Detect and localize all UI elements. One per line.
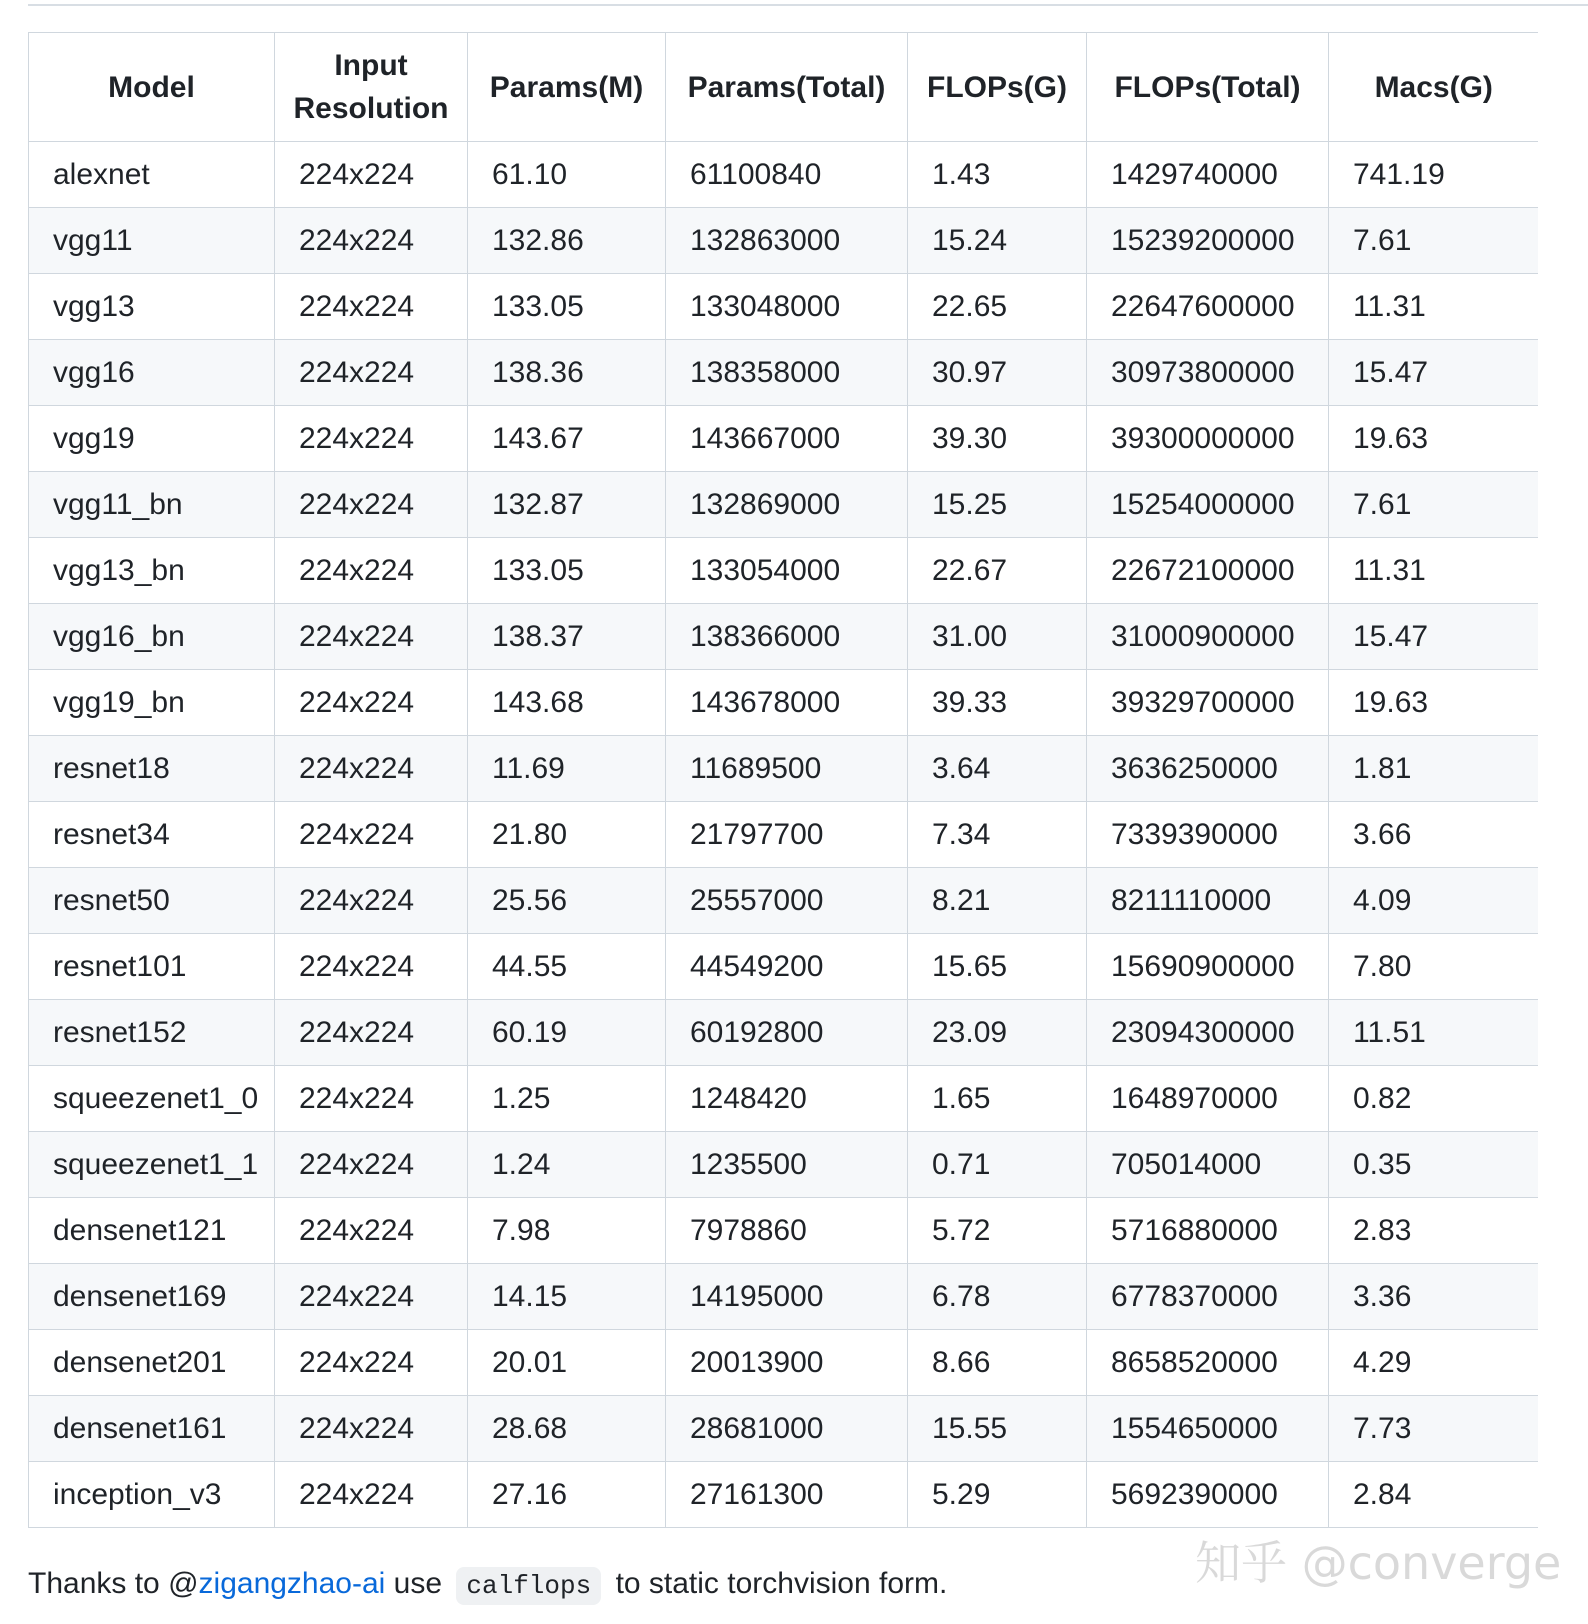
cell-flops-total: 15690900000 [1087, 934, 1329, 1000]
cell-flops-g: 15.25 [908, 472, 1087, 538]
cell-input-resolution: 224x224 [275, 538, 468, 604]
cell-flops-total: 8658520000 [1087, 1330, 1329, 1396]
cell-params-total: 132869000 [666, 472, 908, 538]
table-row [29, 142, 1539, 208]
cell-input-resolution: 224x224 [275, 1396, 468, 1462]
cell-model: vgg11_bn [29, 472, 275, 538]
cell-params-total: 138358000 [666, 340, 908, 406]
cell-flops-g: 15.24 [908, 208, 1087, 274]
cell-params-total: 7978860 [666, 1198, 908, 1264]
cell-params-total: 25557000 [666, 868, 908, 934]
user-link[interactable]: zigangzhao-ai [198, 1567, 386, 1600]
cell-input-resolution: 224x224 [275, 1198, 468, 1264]
cell-flops-total: 8211110000 [1087, 868, 1329, 934]
cell-macs-g: 11.31 [1329, 538, 1539, 604]
cell-input-resolution: 224x224 [275, 934, 468, 1000]
cell-flops-g: 5.29 [908, 1462, 1087, 1528]
table-body [29, 142, 1539, 1528]
header-flops-total: FLOPs(Total) [1087, 33, 1329, 142]
cell-params-m: 61.10 [468, 142, 666, 208]
cell-flops-g: 39.30 [908, 406, 1087, 472]
footer-middle: use [385, 1567, 443, 1600]
cell-params-total: 20013900 [666, 1330, 908, 1396]
table-row [29, 1198, 1539, 1264]
cell-flops-g: 3.64 [908, 736, 1087, 802]
cell-flops-g: 5.72 [908, 1198, 1087, 1264]
cell-flops-total: 15254000000 [1087, 472, 1329, 538]
cell-flops-total: 22672100000 [1087, 538, 1329, 604]
cell-flops-g: 22.65 [908, 274, 1087, 340]
cell-flops-g: 8.66 [908, 1330, 1087, 1396]
cell-flops-total: 6778370000 [1087, 1264, 1329, 1330]
cell-params-m: 138.36 [468, 340, 666, 406]
cell-flops-total: 15239200000 [1087, 208, 1329, 274]
cell-params-total: 14195000 [666, 1264, 908, 1330]
cell-flops-g: 31.00 [908, 604, 1087, 670]
table-row [29, 340, 1539, 406]
table-row [29, 670, 1539, 736]
table-row [29, 868, 1539, 934]
cell-params-m: 133.05 [468, 538, 666, 604]
cell-params-m: 1.25 [468, 1066, 666, 1132]
cell-model: densenet161 [29, 1396, 275, 1462]
table-row [29, 1330, 1539, 1396]
top-divider [28, 4, 1588, 6]
cell-model: densenet121 [29, 1198, 275, 1264]
table-row [29, 1396, 1539, 1462]
cell-flops-total: 1429740000 [1087, 142, 1329, 208]
cell-input-resolution: 224x224 [275, 1132, 468, 1198]
cell-params-total: 44549200 [666, 934, 908, 1000]
cell-params-total: 1235500 [666, 1132, 908, 1198]
cell-model: resnet34 [29, 802, 275, 868]
cell-input-resolution: 224x224 [275, 1462, 468, 1528]
cell-model: vgg16_bn [29, 604, 275, 670]
footer-prefix: Thanks to @ [28, 1567, 199, 1600]
cell-params-m: 44.55 [468, 934, 666, 1000]
header-model: Model [29, 33, 275, 142]
cell-params-total: 61100840 [666, 142, 908, 208]
table-row [29, 538, 1539, 604]
cell-params-m: 143.68 [468, 670, 666, 736]
cell-params-m: 60.19 [468, 1000, 666, 1066]
cell-macs-g: 7.61 [1329, 208, 1539, 274]
cell-model: vgg11 [29, 208, 275, 274]
cell-input-resolution: 224x224 [275, 274, 468, 340]
cell-flops-total: 5716880000 [1087, 1198, 1329, 1264]
cell-input-resolution: 224x224 [275, 802, 468, 868]
cell-flops-total: 1554650000 [1087, 1396, 1329, 1462]
table-row [29, 208, 1539, 274]
cell-params-m: 14.15 [468, 1264, 666, 1330]
table-row [29, 274, 1539, 340]
cell-model: inception_v3 [29, 1462, 275, 1528]
cell-macs-g: 7.80 [1329, 934, 1539, 1000]
cell-macs-g: 0.35 [1329, 1132, 1539, 1198]
cell-macs-g: 11.51 [1329, 1000, 1539, 1066]
cell-flops-g: 6.78 [908, 1264, 1087, 1330]
cell-flops-total: 22647600000 [1087, 274, 1329, 340]
cell-params-total: 143667000 [666, 406, 908, 472]
cell-model: vgg19_bn [29, 670, 275, 736]
table-row [29, 934, 1539, 1000]
table-row [29, 1264, 1539, 1330]
cell-macs-g: 0.82 [1329, 1066, 1539, 1132]
cell-input-resolution: 224x224 [275, 736, 468, 802]
cell-macs-g: 19.63 [1329, 670, 1539, 736]
table-row [29, 736, 1539, 802]
cell-flops-total: 23094300000 [1087, 1000, 1329, 1066]
footer-note [28, 1567, 947, 1601]
cell-flops-total: 3636250000 [1087, 736, 1329, 802]
cell-params-m: 7.98 [468, 1198, 666, 1264]
header-params-m: Params(M) [468, 33, 666, 142]
cell-params-total: 28681000 [666, 1396, 908, 1462]
cell-flops-total: 5692390000 [1087, 1462, 1329, 1528]
cell-params-total: 132863000 [666, 208, 908, 274]
cell-macs-g: 1.81 [1329, 736, 1539, 802]
cell-params-m: 28.68 [468, 1396, 666, 1462]
cell-flops-g: 8.21 [908, 868, 1087, 934]
cell-macs-g: 15.47 [1329, 340, 1539, 406]
cell-model: alexnet [29, 142, 275, 208]
cell-params-total: 1248420 [666, 1066, 908, 1132]
model-stats-table [28, 32, 1538, 1528]
cell-flops-g: 1.65 [908, 1066, 1087, 1132]
cell-flops-total: 30973800000 [1087, 340, 1329, 406]
cell-macs-g: 7.73 [1329, 1396, 1539, 1462]
cell-params-total: 133054000 [666, 538, 908, 604]
cell-input-resolution: 224x224 [275, 340, 468, 406]
cell-params-total: 11689500 [666, 736, 908, 802]
cell-flops-g: 7.34 [908, 802, 1087, 868]
header-row [29, 33, 1539, 142]
table-container [28, 32, 1538, 1540]
cell-params-m: 133.05 [468, 274, 666, 340]
cell-input-resolution: 224x224 [275, 142, 468, 208]
cell-params-total: 60192800 [666, 1000, 908, 1066]
cell-params-m: 27.16 [468, 1462, 666, 1528]
header-macs-g: Macs(G) [1329, 33, 1539, 142]
watermark: 知乎 @converge [1195, 1536, 1562, 1590]
cell-flops-total: 7339390000 [1087, 802, 1329, 868]
table-row [29, 1132, 1539, 1198]
footer-suffix: to static torchvision form. [615, 1567, 948, 1600]
table-header [29, 33, 1539, 142]
cell-macs-g: 15.47 [1329, 604, 1539, 670]
cell-flops-total: 39300000000 [1087, 406, 1329, 472]
cell-params-m: 138.37 [468, 604, 666, 670]
table-row [29, 472, 1539, 538]
cell-model: densenet201 [29, 1330, 275, 1396]
cell-params-total: 27161300 [666, 1462, 908, 1528]
cell-model: vgg13_bn [29, 538, 275, 604]
cell-input-resolution: 224x224 [275, 406, 468, 472]
cell-model: vgg13 [29, 274, 275, 340]
cell-params-m: 1.24 [468, 1132, 666, 1198]
table-row [29, 604, 1539, 670]
cell-params-m: 21.80 [468, 802, 666, 868]
cell-input-resolution: 224x224 [275, 868, 468, 934]
cell-macs-g: 3.36 [1329, 1264, 1539, 1330]
cell-flops-g: 0.71 [908, 1132, 1087, 1198]
cell-input-resolution: 224x224 [275, 208, 468, 274]
cell-input-resolution: 224x224 [275, 1330, 468, 1396]
table-row [29, 406, 1539, 472]
cell-input-resolution: 224x224 [275, 604, 468, 670]
cell-macs-g: 19.63 [1329, 406, 1539, 472]
cell-flops-g: 39.33 [908, 670, 1087, 736]
cell-params-total: 143678000 [666, 670, 908, 736]
table-row [29, 1066, 1539, 1132]
cell-input-resolution: 224x224 [275, 1000, 468, 1066]
cell-model: resnet101 [29, 934, 275, 1000]
cell-params-total: 21797700 [666, 802, 908, 868]
cell-flops-g: 1.43 [908, 142, 1087, 208]
header-input-resolution: Input Resolution [275, 33, 468, 142]
header-flops-g: FLOPs(G) [908, 33, 1087, 142]
cell-model: squeezenet1_1 [29, 1132, 275, 1198]
cell-model: vgg19 [29, 406, 275, 472]
code-calflops: calflops [456, 1567, 601, 1605]
cell-model: resnet152 [29, 1000, 275, 1066]
cell-model: resnet50 [29, 868, 275, 934]
table-row [29, 1000, 1539, 1066]
cell-params-m: 132.87 [468, 472, 666, 538]
cell-flops-g: 23.09 [908, 1000, 1087, 1066]
cell-model: squeezenet1_0 [29, 1066, 275, 1132]
cell-input-resolution: 224x224 [275, 670, 468, 736]
cell-macs-g: 3.66 [1329, 802, 1539, 868]
cell-flops-total: 1648970000 [1087, 1066, 1329, 1132]
cell-macs-g: 2.83 [1329, 1198, 1539, 1264]
cell-macs-g: 4.09 [1329, 868, 1539, 934]
cell-macs-g: 741.19 [1329, 142, 1539, 208]
cell-flops-total: 705014000 [1087, 1132, 1329, 1198]
cell-flops-total: 39329700000 [1087, 670, 1329, 736]
cell-flops-g: 15.65 [908, 934, 1087, 1000]
cell-params-m: 132.86 [468, 208, 666, 274]
cell-model: resnet18 [29, 736, 275, 802]
table-row [29, 1462, 1539, 1528]
cell-params-m: 25.56 [468, 868, 666, 934]
cell-params-m: 11.69 [468, 736, 666, 802]
cell-input-resolution: 224x224 [275, 1066, 468, 1132]
cell-macs-g: 11.31 [1329, 274, 1539, 340]
cell-flops-g: 22.67 [908, 538, 1087, 604]
table-row [29, 802, 1539, 868]
cell-params-total: 138366000 [666, 604, 908, 670]
cell-flops-g: 30.97 [908, 340, 1087, 406]
cell-model: densenet169 [29, 1264, 275, 1330]
cell-macs-g: 7.61 [1329, 472, 1539, 538]
cell-macs-g: 2.84 [1329, 1462, 1539, 1528]
cell-params-m: 20.01 [468, 1330, 666, 1396]
header-params-total: Params(Total) [666, 33, 908, 142]
cell-params-total: 133048000 [666, 274, 908, 340]
cell-macs-g: 4.29 [1329, 1330, 1539, 1396]
cell-model: vgg16 [29, 340, 275, 406]
cell-params-m: 143.67 [468, 406, 666, 472]
cell-flops-total: 31000900000 [1087, 604, 1329, 670]
cell-input-resolution: 224x224 [275, 472, 468, 538]
cell-flops-g: 15.55 [908, 1396, 1087, 1462]
cell-input-resolution: 224x224 [275, 1264, 468, 1330]
